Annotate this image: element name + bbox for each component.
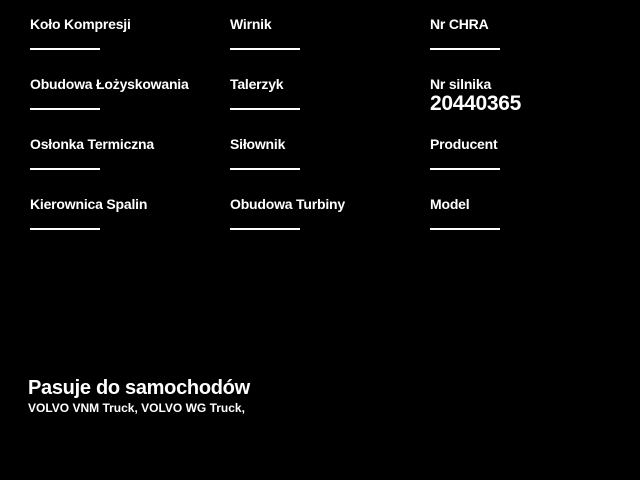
spec-field-talerzyk bbox=[230, 77, 430, 137]
blank-field-underline bbox=[30, 48, 100, 50]
spec-field-label: Nr silnika bbox=[430, 76, 492, 92]
fits-section bbox=[28, 377, 250, 415]
fits-vehicles-list: VOLVO VNM Truck, VOLVO WG Truck, bbox=[28, 401, 245, 415]
spec-field-label: Siłownik bbox=[230, 136, 286, 152]
engine-number-value: 20440365 bbox=[430, 92, 522, 115]
blank-field-underline bbox=[430, 48, 500, 50]
spec-field-label: Nr CHRA bbox=[430, 16, 489, 32]
spec-field-label: Koło Kompresji bbox=[30, 16, 131, 32]
blank-field-underline bbox=[230, 168, 300, 170]
blank-field-underline bbox=[430, 168, 500, 170]
spec-field-obudowa-lozyskowania bbox=[30, 77, 230, 137]
blank-field-underline bbox=[30, 108, 100, 110]
spec-grid bbox=[30, 17, 610, 257]
spec-field-model bbox=[430, 197, 610, 257]
spec-field-label: Obudowa Łożyskowania bbox=[30, 76, 189, 92]
blank-field-underline bbox=[230, 228, 300, 230]
blank-field-underline bbox=[30, 168, 100, 170]
spec-field-oslonka-termiczna bbox=[30, 137, 230, 197]
spec-field-producent bbox=[430, 137, 610, 197]
blank-field-underline bbox=[430, 228, 500, 230]
spec-field-label: Talerzyk bbox=[230, 76, 284, 92]
spec-field-label: Producent bbox=[430, 136, 498, 152]
spec-field-wirnik bbox=[230, 17, 430, 77]
blank-field-underline bbox=[30, 228, 100, 230]
spec-field-label: Obudowa Turbiny bbox=[230, 196, 345, 212]
spec-field-nr-silnika bbox=[430, 77, 610, 137]
spec-field-kolo-kompresji bbox=[30, 17, 230, 77]
spec-field-label: Osłonka Termiczna bbox=[30, 136, 154, 152]
spec-field-nr-chra bbox=[430, 17, 610, 77]
spec-field-obudowa-turbiny bbox=[230, 197, 430, 257]
spec-field-label: Wirnik bbox=[230, 16, 272, 32]
spec-field-label: Kierownica Spalin bbox=[30, 196, 148, 212]
spec-field-silownik bbox=[230, 137, 430, 197]
blank-field-underline bbox=[230, 108, 300, 110]
fits-heading: Pasuje do samochodów bbox=[28, 377, 250, 399]
spec-field-label: Model bbox=[430, 196, 470, 212]
spec-field-kierownica-spalin bbox=[30, 197, 230, 257]
blank-field-underline bbox=[230, 48, 300, 50]
